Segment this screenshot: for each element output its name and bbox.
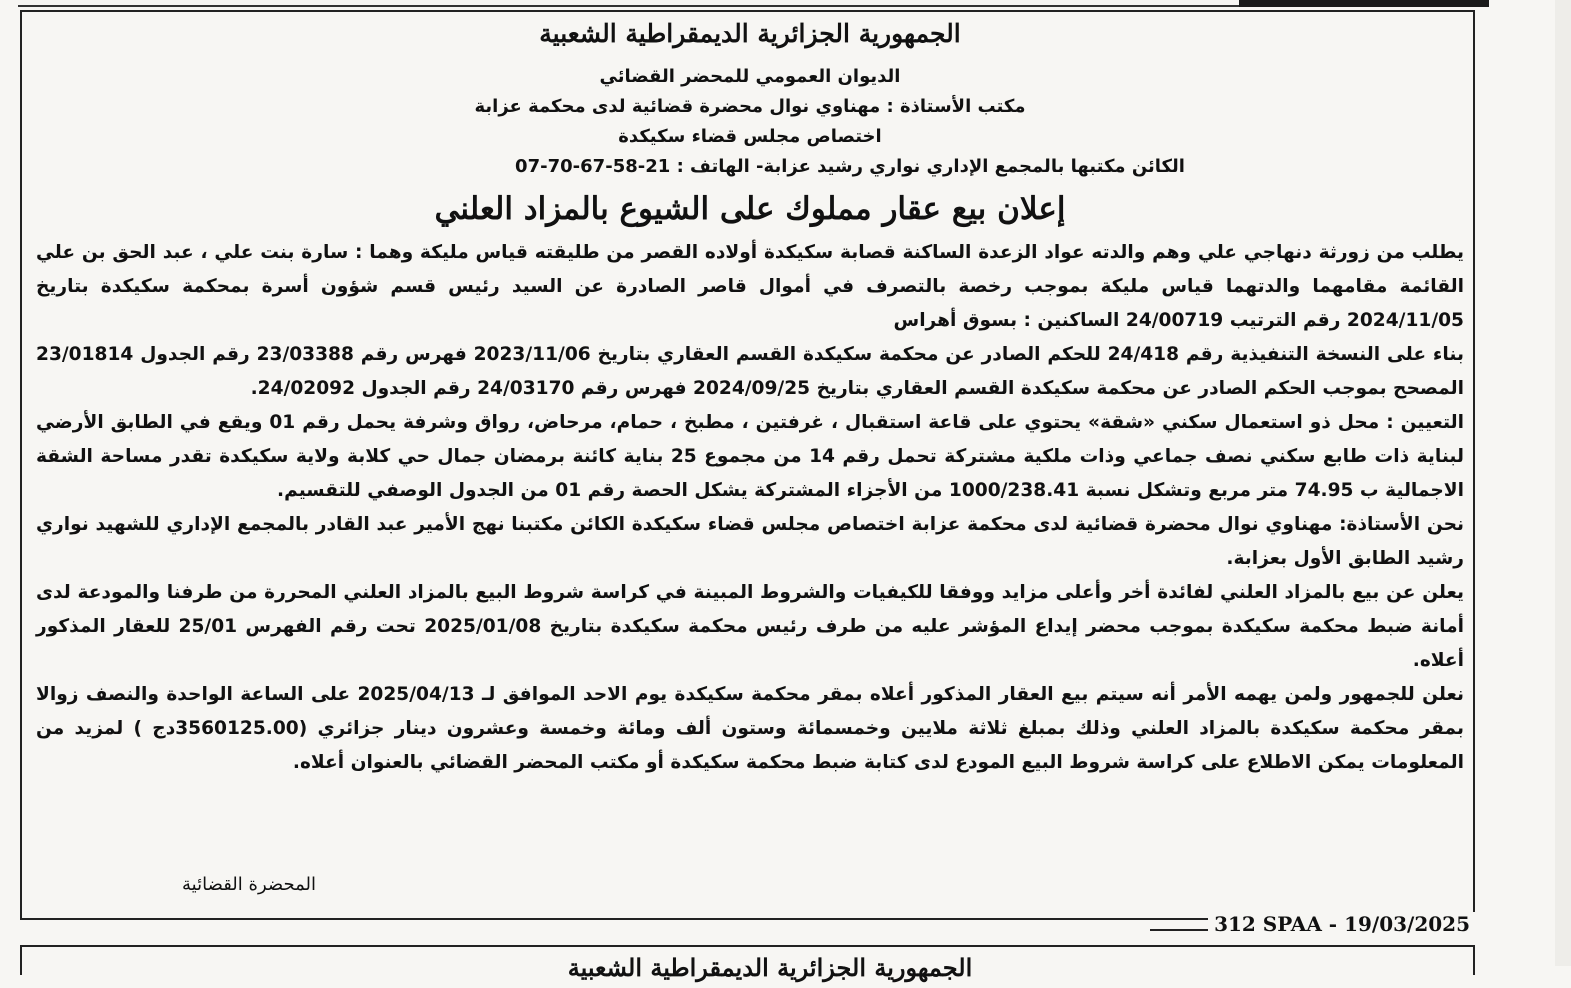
top-rule-dark	[1239, 0, 1489, 7]
republic-heading: الجمهورية الجزائرية الديمقراطية الشعبية	[539, 19, 961, 48]
footer-reference: 312 SPAA - 19/03/2025	[1208, 912, 1476, 936]
paragraph-request: يطلب من زورثة دنهاجي علي وهم والدته عواد الزعدة الساكنة قصابة سكيكدة أولاده القصر من طليقته قياس مليكة وهما : سارة بنت علي ، عبد الحق بن علي القائمة مقامهما والدتهما قياس مليكة بموجب رخصة بالتصرف في أموال قاصر الصادرة عن السيد رئيس قسم شؤون أسرة بمحكمة سكيكدة بتاريخ 2024/11/05 رقم الترتيب 24/00719 الساكنين : بسوق أهراس	[36, 242, 1464, 331]
paragraph-announcement: يعلن عن بيع بالمزاد العلني لفائدة أخر وأعلى مزايد ووفقا للكيفيات والشروط المبينة في كراسة شروط البيع بالمزاد العلني المحررة من طرفنا والمودعة لدى أمانة ضبط محكمة سكيكدة بموجب محضر إيداع المؤشر عليه من طرف رئيس محكمة سكيكدة بتاريخ 2025/01/08 تحت رقم الفهرس 25/01 للعقار المذكور أعلاه.	[36, 582, 1464, 671]
address-heading: الكائن مكتبها بالمجمع الإداري نواري رشيد عزابة- الهاتف : 21-58-67-70-07	[515, 156, 1185, 177]
office-heading: الديوان العمومي للمحضر القضائي	[599, 66, 901, 87]
bailiff-heading: مكتب الأستاذة : مهناوي نوال محضرة قضائية لدى محكمة عزابة	[474, 96, 1026, 117]
paragraph-judgment: بناء على النسخة التنفيذية رقم 24/418 للحكم الصادر عن محكمة سكيكدة القسم العقاري بتاريخ 2023/11/06 فهرس رقم 23/03388 رقم الجدول 23/01814 المصحح بموجب الحكم الصادر عن محكمة سكيكدة القسم العقاري بتاريخ 2024/09/25 فهرس رقم 24/03170 رقم الجدول 24/02092.	[36, 344, 1464, 399]
notice-content	[36, 14, 1464, 914]
signature: المحضرة القضائية	[182, 874, 316, 895]
notice-title: إعلان بيع عقار مملوك على الشيوع بالمزاد العلني	[434, 191, 1066, 227]
paragraph-bailiff: نحن الأستاذة: مهناوي نوال محضرة قضائية لدى محكمة عزابة اختصاص مجلس قضاء سكيكدة الكائن مكتبنا نهج الأمير عبد القادر بالمجمع الإداري للشهيد نواري رشيد الطابق الأول بعزابة.	[36, 514, 1464, 569]
paragraph-designation: التعيين : محل ذو استعمال سكني «شقة» يحتوي على قاعة استقبال ، غرفتين ، مطبخ ، حمام، مرحاض، رواق وشرفة يحمل رقم 01 ويقع في الطابق الأرضي لبناية ذات طابع سكني نصف جماعي وذات ملكية مشتركة تحمل رقم 14 من مجموع 25 بناية كائنة برمضان جمال حي كلابة ولاية سكيكدة تقدر مساحة الشقة الاجمالية ب 74.95 متر مربع وتشكل نسبة 1000/238.41 من الأجزاء المشتركة يشكل الحصة رقم 01 من الجدول الوصفي للتقسيم.	[36, 412, 1464, 501]
paragraph-sale-date: نعلن للجمهور ولمن يهمه الأمر أنه سيتم بيع العقار المذكور أعلاه بمقر محكمة سكيكدة يوم الاحد الموافق لـ 2025/04/13 على الساعة الواحدة والنصف زوالا بمقر محكمة سكيكدة بالمزاد العلني وذلك بمبلغ ثلاثة ملايين وخمسمائة وستون ألف ومائة وخمسة وعشرون دينار جزائري (3560125.00دج ) لمزيد من المعلومات يمكن الاطلاع على كراسة شروط البيع المودع لدى كتابة ضبط محكمة سكيكدة أو مكتب المحضر القضائي بالعنوان أعلاه.	[36, 684, 1465, 773]
jurisdiction-heading: اختصاص مجلس قضاء سكيكدة	[618, 126, 882, 147]
page-edge	[1555, 0, 1571, 966]
next-notice-title: الجمهورية الجزائرية الديمقراطية الشعبية	[567, 953, 973, 982]
